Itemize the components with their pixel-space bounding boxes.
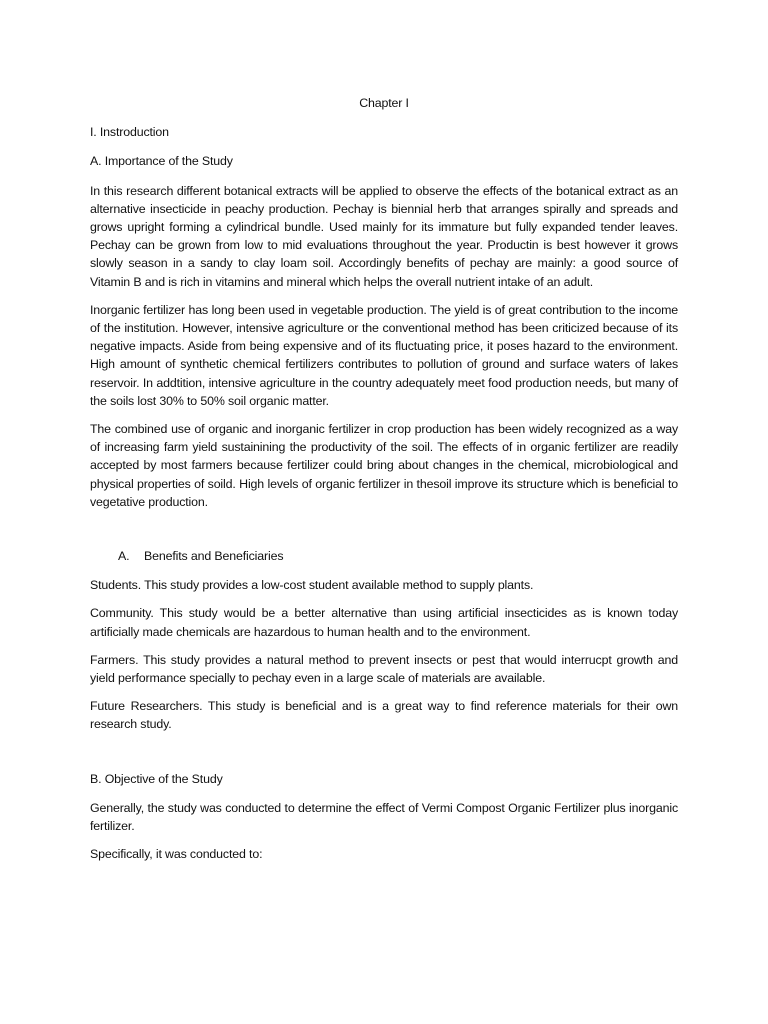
paragraph-objective-general: Generally, the study was conducted to determine the effect of Vermi Compost Organic Fertilizer plus inorganic fertilizer.: [90, 800, 678, 834]
paragraph-students: Students. This study provides a low-cost student available method to supply plants.: [90, 578, 534, 593]
subsection-heading-importance: A. Importance of the Study: [90, 154, 233, 169]
document-body: [90, 94, 678, 874]
objective-heading: B. Objective of the Study: [90, 771, 223, 786]
paragraph-future-researchers: Future Researchers. This study is beneficial and is a great way to find reference materials for their own research study.: [90, 699, 678, 732]
paragraph-inorganic-fertilizer: Inorganic fertilizer has long been used in vegetable production. The yield is of great contribution to the income of the institution. However, intensive agriculture or the conventional method has been criticized because of its negative impacts. Aside from being expensive and of its fluctuating price, it poses hazard to the environment. High amount of synthetic chemical fertilizers contributes to pollution of ground and surface waters of lakes reservoir. In addtition, intensive agriculture in the country adequately meet food production needs, but many of the soils lost 30% to 50% soil organic matter.: [90, 302, 678, 408]
benefits-heading-text: Benefits and Beneficiaries: [144, 549, 284, 564]
paragraph-combined-use: The combined use of organic and inorganic fertilizer in crop production has been widely recognized as a way of increasing farm yield sustainining the productivity of the soil. The effects of in organic fertilizer are readily accepted by most farmers because fertilizer could bring about changes in the chemical, microbiological and physical properties of soild. High levels of organic fertilizer in thesoil improve its structure which is beneficial to vegetative production.: [90, 422, 678, 509]
section-heading-introduction: I. Instroduction: [90, 125, 169, 140]
chapter-title: Chapter I: [359, 96, 409, 110]
paragraph-community: Community. This study would be a better alternative than using artificial insecticides as is known today artificially made chemicals are hazardous to human health and to the environment.: [90, 606, 678, 639]
paragraph-farmers: Farmers. This study provides a natural method to prevent insects or pest that would interrucpt growth and yield performance specially to pechay even in a large scale of materials are available.: [90, 652, 678, 686]
benefits-heading-letter: A.: [118, 549, 130, 564]
spacer: [90, 521, 678, 547]
spacer: [90, 744, 678, 770]
benefits-heading: [118, 547, 678, 565]
paragraph-pechay: In this research different botanical extracts will be applied to observe the effects of the botanical extract as an alternative insecticide in peachy production. Pechay is biennial herb that arranges spirally and spreads and grows upright forming a cylindrical bundle. Used mainly for its immature but fully expanded tender leaves. Pechay can be grown from low to mid evaluations throughout the year. Productin is best however it grows slowly season in a sandy to clay loam soil. Accordingly benefits of pechay are mainly: a good source of Vitamin B and is rich in vitamins and mineral which helps the overall nutrient intake of an adult.: [90, 183, 678, 289]
paragraph-objective-specific: Specifically, it was conducted to:: [90, 847, 263, 862]
